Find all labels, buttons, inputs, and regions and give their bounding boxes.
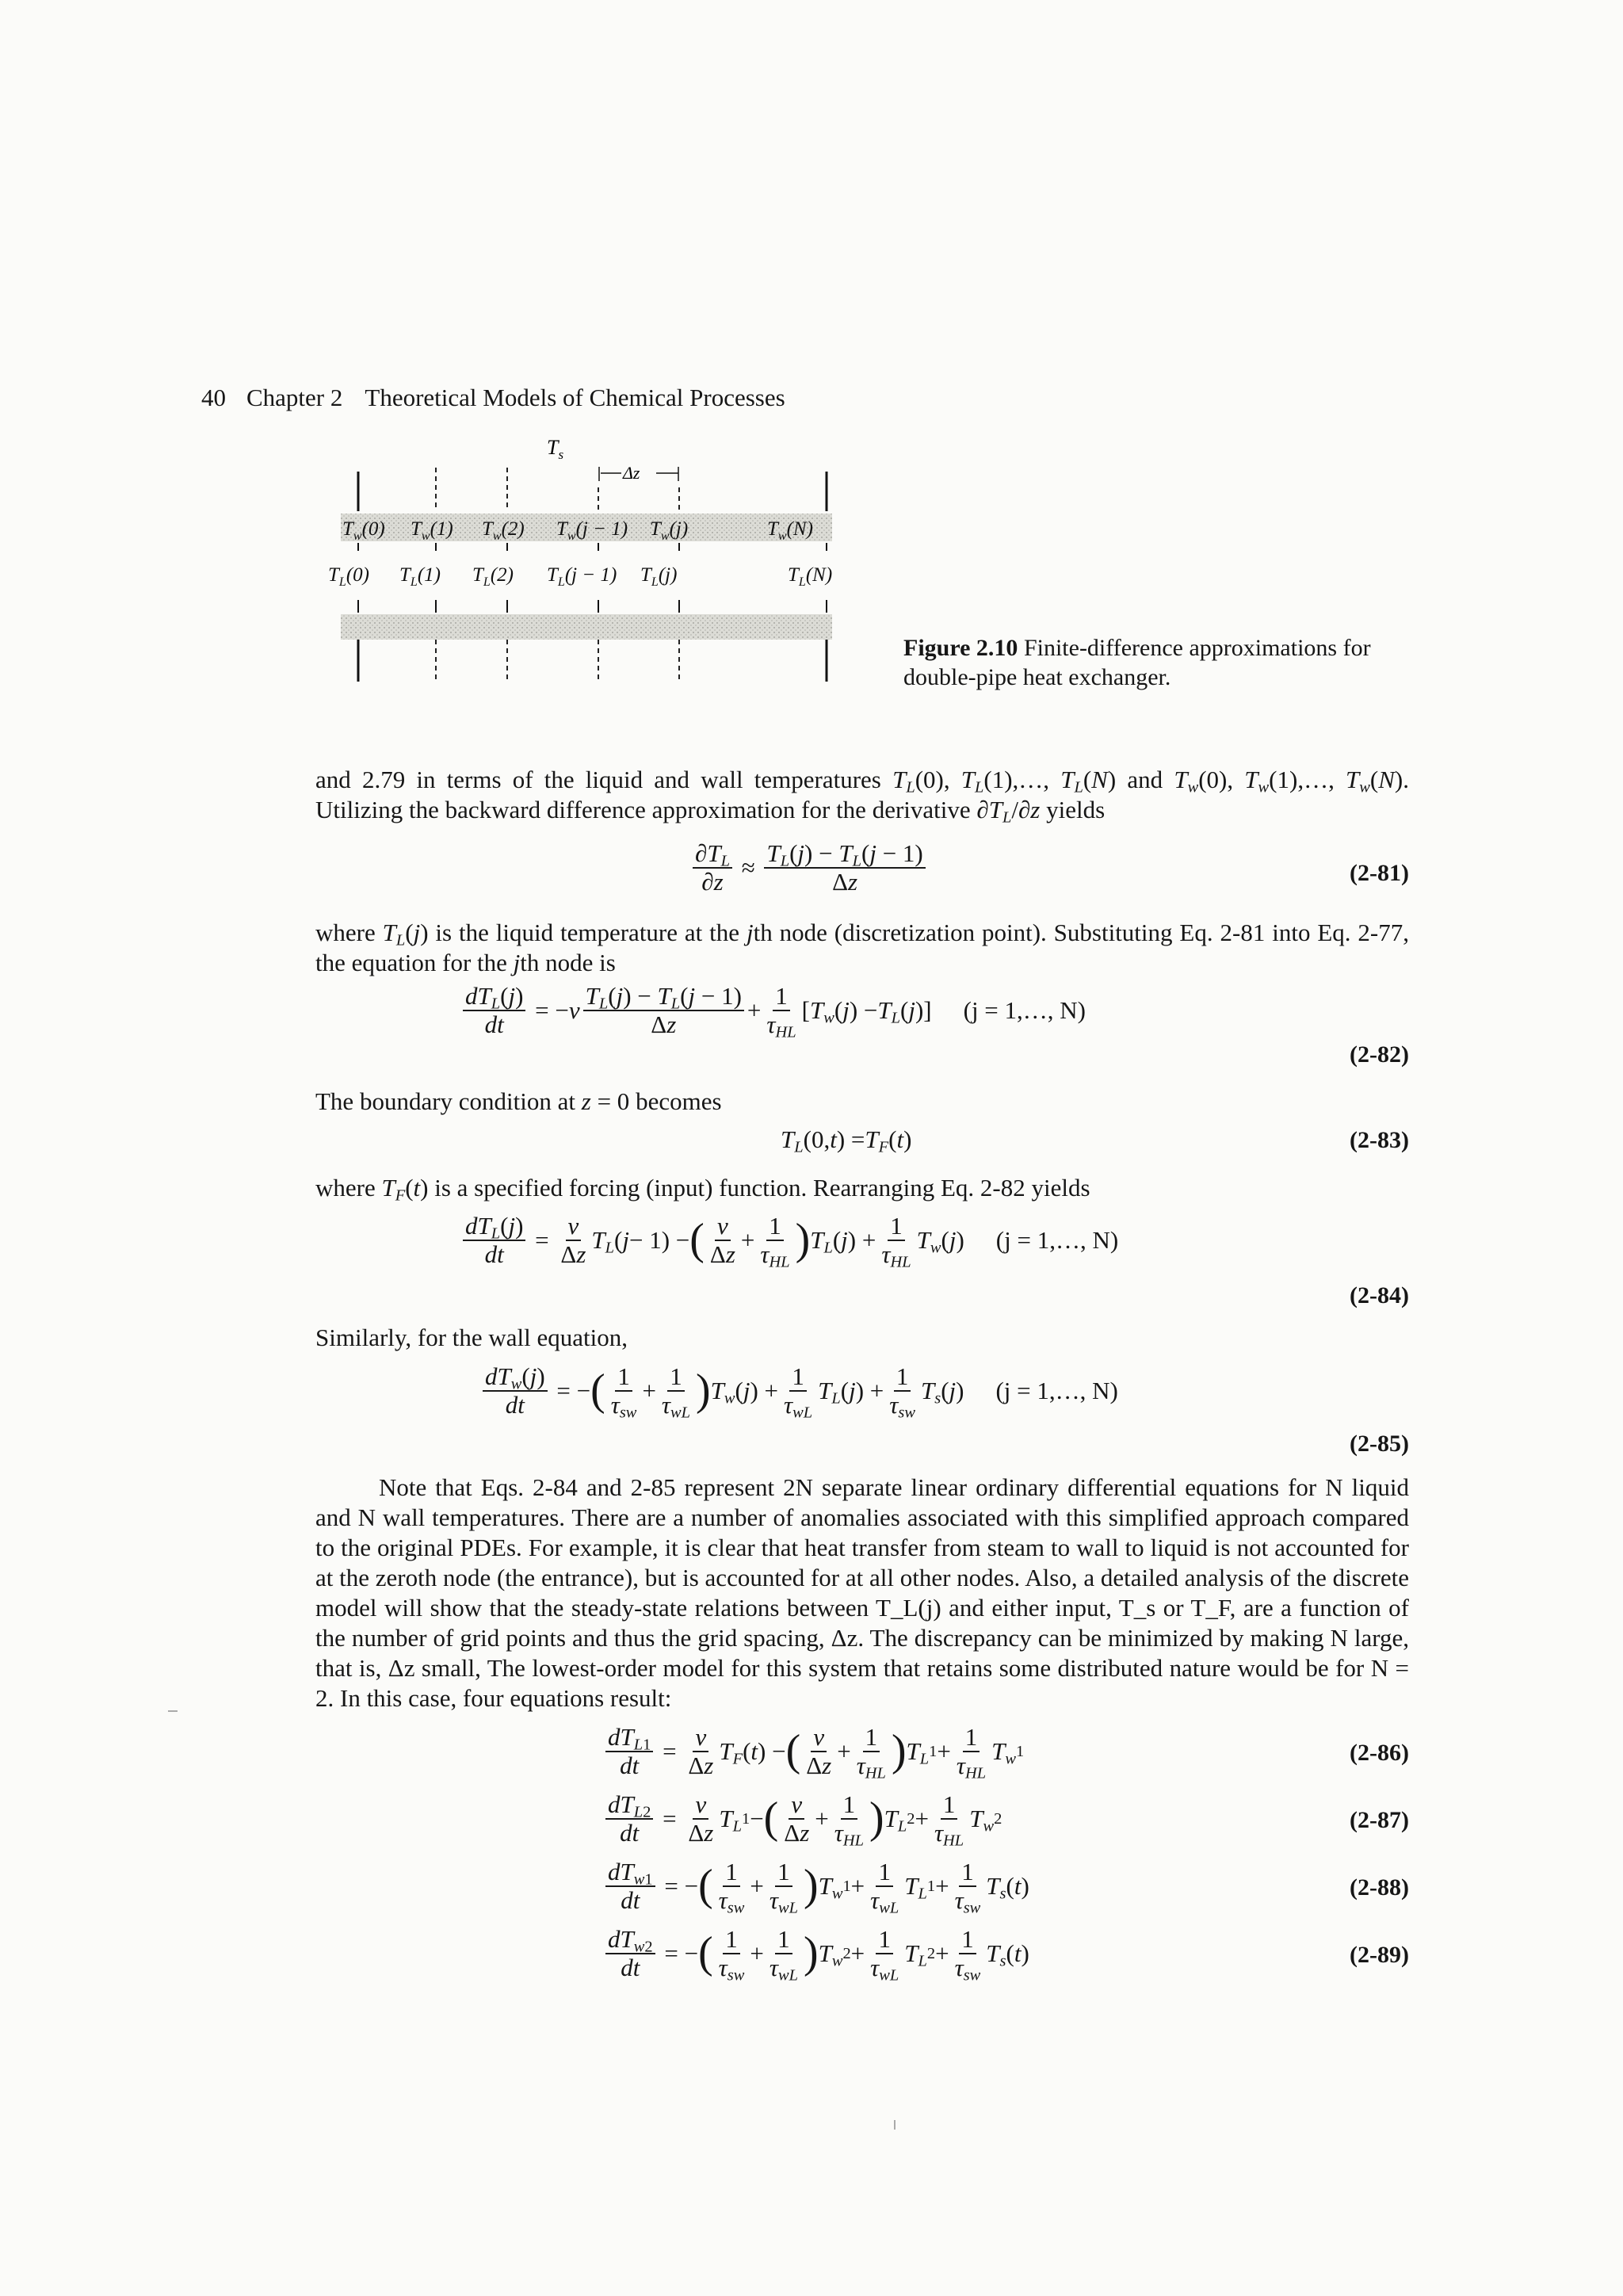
wall-temp-0: $T_w(0)$ — [342, 518, 385, 543]
equation-2-83: $T_L$ (0, t ) = $T_F$ ( t ) — [781, 1125, 912, 1156]
equation-2-89: $\frac{dT_{w2}}{dt}$ = − ( $\frac{1}{\tau_{sw}}$ + $\frac{1}{\tau_{wL}}$ ) $T_w$ 2 + $\frac{1}{\tau_{wL}}$ $T_L$ 2 + $\frac{1}{\tau_{sw}}$ $T_s$ ( t ) — [602, 1926, 1029, 1981]
running-header — [201, 384, 785, 412]
wall-temp-j-1: $T_w(j - 1)$ — [556, 518, 628, 543]
eq-number-2-87: (2-87) — [1350, 1807, 1409, 1833]
liquid-temp-N: $T_L(N)$ — [788, 564, 833, 589]
equation-2-88: $\frac{dT_{w1}}{dt}$ = − ( $\frac{1}{\tau_{sw}}$ + $\frac{1}{\tau_{wL}}$ ) $T_w$ 1 + $\frac{1}{\tau_{wL}}$ $T_L$ 1 + $\frac{1}{\tau_{sw}}$ $T_s$ ( t ) — [602, 1859, 1029, 1914]
caption-number: Figure 2.10 — [903, 635, 1018, 661]
equation-2-81: $\frac{\partial T_L}{\partial z}$ ≈ $\frac{T_L(j) - T_L(j - 1)}{\Delta z}$ — [689, 840, 929, 896]
scan-mark — [168, 1710, 178, 1712]
eq-number-2-86: (2-86) — [1350, 1740, 1409, 1766]
liquid-temp-0: $T_L(0)$ — [328, 564, 369, 589]
wall-temp-1: $T_w(1)$ — [411, 518, 453, 543]
equation-2-84: $\frac{dT_L(j)}{dt}$ = $\frac{v}{\Delta z}$ $T_L$ ( j − 1) − ( $\frac{v}{\Delta z}$ + $\frac{1}{\tau_{HL}}$ ) $T_L$ ( j ) + $\frac{1}{\tau_{HL}}$ $T_w$ ( j ) (j = 1,…, N) — [460, 1213, 1118, 1268]
equation-2-87: $\frac{dT_{L2}}{dt}$ = $\frac{v}{\Delta z}$ $T_L$ 1 − ( $\frac{v}{\Delta z}$ + $\frac{1}{\tau_{HL}}$ ) $T_L$ 2 + $\frac{1}{\tau_{HL}}$ $T_w$ 2 — [602, 1791, 1002, 1847]
paragraph-intro: and 2.79 in terms of the liquid and wall temperatures $T_L(0)$, $T_L(1),\dots$, $T_L(N)$ and $T_w(0)$, $T_w(1),\dots$, $T_w(N)$. Utilizing the backward difference approximation for the derivative $\partial T_L/\partial z$ yields — [315, 766, 1409, 827]
eq-number-2-88: (2-88) — [1350, 1874, 1409, 1901]
paragraph-wall: Similarly, for the wall equation, — [315, 1324, 628, 1351]
liquid-temp-j-1: $T_L(j - 1)$ — [547, 564, 617, 589]
liquid-temp-j: $T_L(j)$ — [640, 564, 678, 589]
eq-number-2-83: (2-83) — [1350, 1127, 1409, 1153]
paragraph-where-TL: where $T_L(j)$ is the liquid temperature at the jth node (discretization point). Substituting Eq. 2-81 into Eq. 2-77, the equation for the jth node is — [315, 919, 1410, 976]
equation-2-85: $\frac{dT_w(j)}{dt}$ = − ( $\frac{1}{\tau_{sw}}$ + $\frac{1}{\tau_{wL}}$ ) $T_w$ ( j ) + $\frac{1}{\tau_{wL}}$ $T_L$ ( j ) + $\frac{1}{\tau_{sw}}$ $T_s$ ( j ) (j = 1,…, N) — [479, 1363, 1118, 1419]
eq-number-2-85: (2-85) — [1350, 1431, 1409, 1457]
paragraph-boundary: The boundary condition at z = 0 becomes — [315, 1087, 722, 1115]
liquid-temp-1: $T_L(1)$ — [399, 564, 441, 589]
equation-2-82: $\frac{dT_L(j)}{dt}$ = − v $\frac{T_L(j) - T_L(j - 1)}{\Delta z}$ + $\frac{1}{\tau_{HL}}$ [ $T_w$ ( j ) − $T_L$ ( j )] (j = 1,…, N) — [460, 983, 1086, 1038]
double-pipe-heat-exchanger-diagram — [317, 432, 888, 693]
equation-2-86: $\frac{dT_{L1}}{dt}$ = $\frac{v}{\Delta z}$ $T_F$ ( t ) − ( $\frac{v}{\Delta z}$ + $\frac{1}{\tau_{HL}}$ ) $T_L$ 1 + $\frac{1}{\tau_{HL}}$ $T_w$ 1 — [602, 1724, 1024, 1779]
liquid-temp-2: $T_L(2)$ — [472, 564, 514, 589]
eq-number-2-89: (2-89) — [1350, 1942, 1409, 1968]
steam-temp-label: $T_s$ — [547, 436, 564, 462]
wall-temp-2: $T_w(2)$ — [482, 518, 525, 543]
paragraph-discussion: Note that Eqs. 2-84 and 2-85 represent 2N separate linear ordinary differential equations for N liquid and N wall temperatures. There are a number of anomalies associated with this simplified approach compared to the original PDEs. For example, it is clear that heat transfer from steam to wall to liquid is not accounted for at the zeroth node (the entrance), but is accounted for at all other nodes. Also, a detailed analysis of the discrete model will show that the steady-state relations between T_L(j) and either input, T_s or T_F, are a function of the number of grid points and thus the grid spacing, Δz. The discrepancy can be minimized by making N large, that is, Δz small, The lowest-order model for this system that retains some distributed nature would be for N = 2. In this case, four equations result: — [315, 1473, 1409, 1712]
dz-label: Δz — [623, 463, 640, 483]
caption-text: Finite-difference approximations for double-pipe heat exchanger. — [903, 635, 1371, 690]
figure-caption — [903, 634, 1411, 692]
eq-number-2-84: (2-84) — [1350, 1282, 1409, 1308]
wall-temp-N: $T_w(N)$ — [767, 518, 813, 543]
scan-mark — [894, 2120, 896, 2130]
eq-number-2-81: (2-81) — [1350, 860, 1409, 886]
page-number: 40 — [201, 384, 226, 411]
chapter-title: Theoretical Models of Chemical Processes — [365, 384, 785, 411]
eq-number-2-82: (2-82) — [1350, 1041, 1409, 1068]
wall-temp-j: $T_w(j)$ — [650, 518, 689, 543]
chapter-label: Chapter 2 — [246, 384, 343, 411]
paragraph-forcing: where $T_F(t)$ is a specified forcing (input) function. Rearranging Eq. 2-82 yields — [315, 1174, 1090, 1205]
